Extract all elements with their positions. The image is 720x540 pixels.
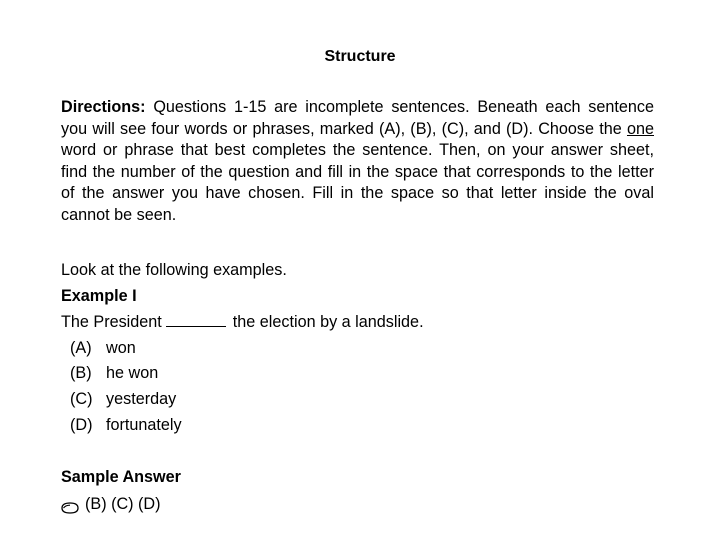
answer-blank — [166, 312, 226, 327]
intro-line: Look at the following examples. — [61, 261, 287, 279]
option-c-text: yesterday — [106, 390, 177, 408]
example-heading: Example I — [61, 287, 137, 305]
directions-underlined-word: one — [626, 119, 654, 138]
sample-answer-choices: (B) (C) (D) — [85, 495, 161, 513]
directions-paragraph — [61, 97, 654, 227]
option-b-text: he won — [106, 364, 159, 382]
option-a-letter: (A) — [70, 339, 92, 357]
example-sentence-start: The President — [61, 313, 167, 331]
option-c-letter: (C) — [70, 390, 93, 408]
sample-answer-heading: Sample Answer — [61, 468, 181, 486]
option-a-text: won — [106, 339, 136, 357]
directions-text-2: word or phrase that best completes the sentence. Then, on your answer sheet, find the number of the question and fill in the space that corresponds to the letter of the answer you have chosen. Fill in the space so that letter inside the oval cannot be seen. — [61, 141, 654, 224]
page-title: Structure — [324, 48, 396, 65]
option-d-letter: (D) — [70, 416, 93, 434]
example-sentence — [61, 312, 424, 332]
filled-oval-icon — [61, 499, 79, 511]
example-sentence-end: the election by a landslide. — [232, 313, 424, 331]
option-b-letter: (B) — [70, 364, 92, 382]
directions-label: Directions: — [61, 98, 146, 116]
option-d-text: fortunately — [106, 416, 182, 434]
directions-text-1: Questions 1-15 are incomplete sentences. Beneath each sentence you will see four words or phrases, marked (A), (B), (C), and (D). Choose the — [61, 98, 654, 138]
sample-answer-row — [61, 494, 161, 514]
